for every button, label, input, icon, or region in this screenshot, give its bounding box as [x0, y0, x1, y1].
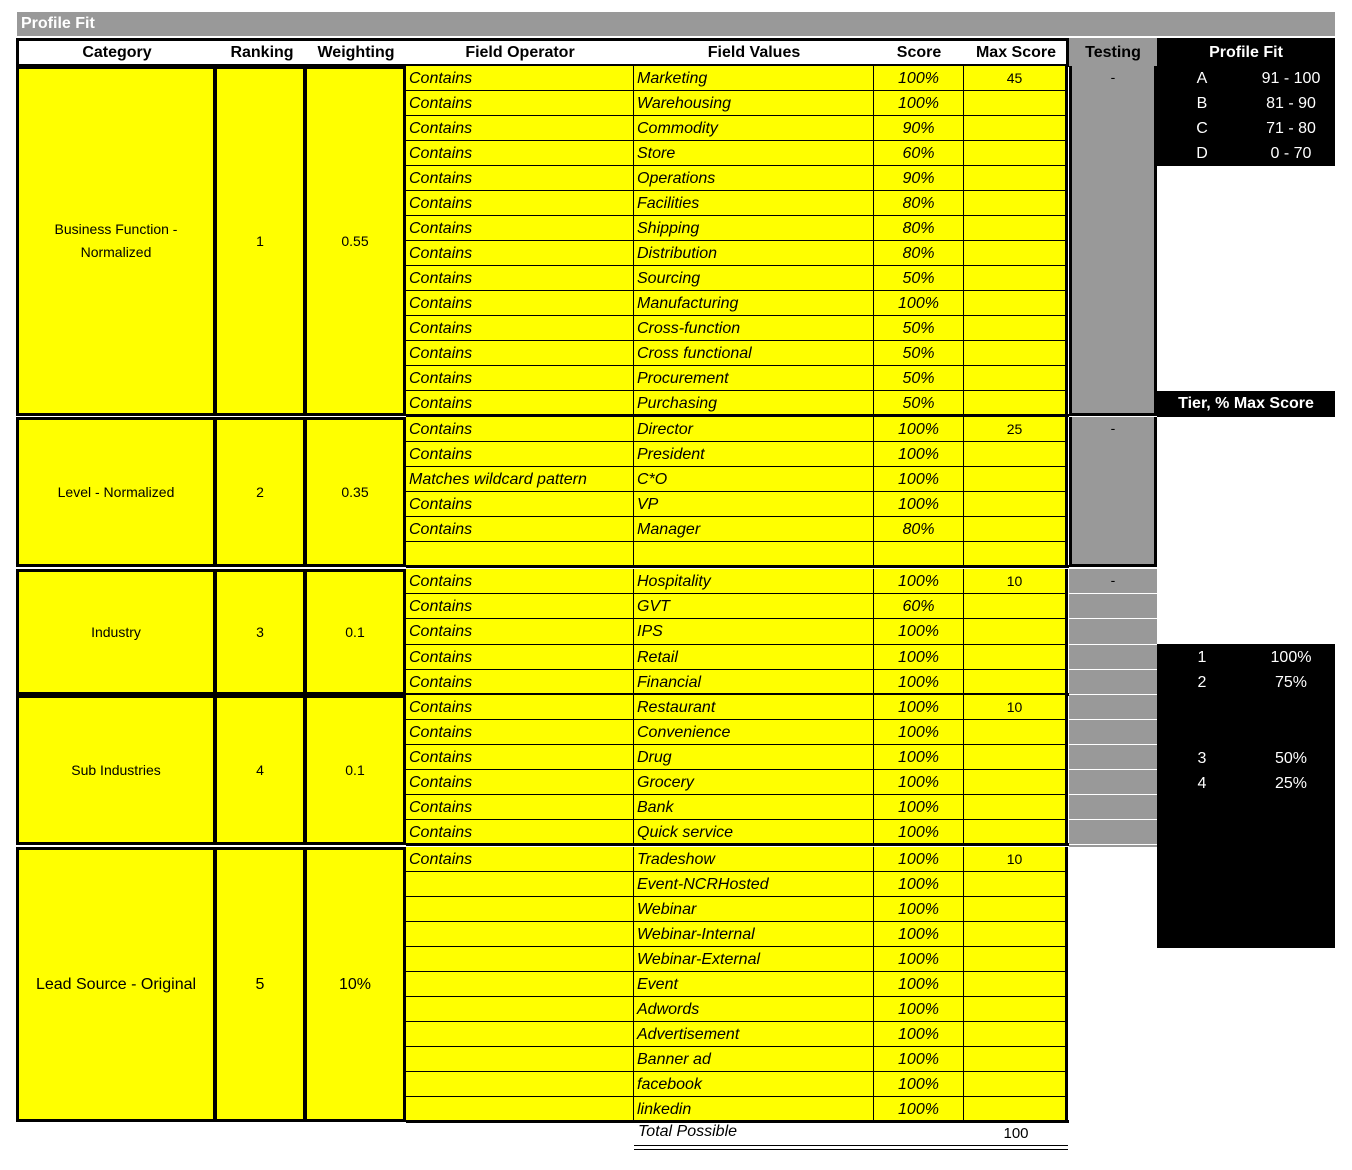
field-operator-cell: [406, 897, 634, 922]
field-operator-cell: Contains: [406, 820, 634, 845]
field-operator-cell: [406, 1097, 634, 1122]
tier-percent: 75%: [1274, 674, 1308, 691]
tier-percent: 100%: [1270, 649, 1312, 666]
score-cell: 100%: [874, 645, 964, 670]
field-value-cell: Hospitality: [634, 569, 874, 594]
total-underline-1: [634, 1145, 1068, 1146]
category-label-line: Industry: [91, 623, 141, 640]
max-score-cell: [964, 1097, 1068, 1122]
grade-range: 0 - 70: [1270, 145, 1312, 162]
field-value-cell: Banner ad: [634, 1047, 874, 1072]
testing-row-divider: [1069, 719, 1157, 720]
max-score-cell: [964, 316, 1068, 341]
score-cell: 100%: [874, 569, 964, 594]
score-cell: 100%: [874, 997, 964, 1022]
score-cell: 100%: [874, 847, 964, 872]
max-score-cell: [964, 492, 1068, 517]
testing-row-divider: [1069, 618, 1157, 619]
profile-fit-title: Profile Fit: [1209, 44, 1283, 61]
field-operator-cell: Contains: [406, 316, 634, 341]
max-score-cell: [964, 820, 1068, 845]
field-operator-cell: [406, 872, 634, 897]
field-value-cell: Financial: [634, 670, 874, 695]
testing-row-divider: [1069, 819, 1157, 820]
field-operator-cell: Contains: [406, 720, 634, 745]
testing-row-divider: [1069, 644, 1157, 645]
score-cell: 100%: [874, 1072, 964, 1097]
header-testing: Testing: [1069, 38, 1157, 67]
grade-letter: C: [1196, 120, 1208, 137]
score-cell: 100%: [874, 66, 964, 91]
field-value-cell: Manager: [634, 517, 874, 542]
category-cell: [16, 847, 216, 1122]
score-cell: 100%: [874, 947, 964, 972]
field-operator-cell: Contains: [406, 645, 634, 670]
max-score-cell: [964, 166, 1068, 191]
tier-number: 1: [1197, 649, 1207, 666]
field-value-cell: Cross-function: [634, 316, 874, 341]
field-operator-cell: Contains: [406, 116, 634, 141]
field-value-cell: Sourcing: [634, 266, 874, 291]
field-value-cell: Operations: [634, 166, 874, 191]
header-max-score: Max Score: [975, 44, 1057, 61]
weighting-cell: 0.35: [304, 417, 406, 567]
field-value-cell: Procurement: [634, 366, 874, 391]
field-operator-cell: Contains: [406, 569, 634, 594]
score-cell: 100%: [874, 745, 964, 770]
field-value-cell: Bank: [634, 795, 874, 820]
total-label: Total Possible: [638, 1123, 738, 1140]
max-score-cell: [964, 997, 1068, 1022]
field-operator-cell: Contains: [406, 366, 634, 391]
group-divider: [406, 843, 1069, 846]
max-score-cell: 25: [964, 417, 1068, 442]
max-score-cell: 10: [964, 695, 1068, 720]
score-cell: 100%: [874, 467, 964, 492]
max-score-cell: [964, 897, 1068, 922]
field-value-cell: GVT: [634, 594, 874, 619]
field-operator-cell: Contains: [406, 216, 634, 241]
field-value-cell: Quick service: [634, 820, 874, 845]
max-score-cell: [964, 922, 1068, 947]
field-value-cell: President: [634, 442, 874, 467]
testing-row-divider: [1069, 669, 1157, 670]
score-cell: 80%: [874, 216, 964, 241]
max-score-cell: 45: [964, 66, 1068, 91]
category-label-line: Lead Source - Original: [35, 976, 197, 993]
testing-row-divider: [1069, 769, 1157, 770]
score-cell: 50%: [874, 316, 964, 341]
score-cell: 80%: [874, 241, 964, 266]
sheet-title: Profile Fit: [17, 12, 1335, 36]
max-score-cell: [964, 872, 1068, 897]
category-label-line: Sub Industries: [71, 761, 161, 778]
ranking-cell: 1: [214, 66, 306, 416]
testing-row-divider: [1069, 593, 1157, 594]
testing-row-divider: [1069, 744, 1157, 745]
max-score-cell: [964, 391, 1068, 416]
max-score-cell: [964, 720, 1068, 745]
field-operator-cell: Contains: [406, 341, 634, 366]
testing-cell: [1069, 695, 1157, 847]
field-value-cell: Cross functional: [634, 341, 874, 366]
score-cell: 100%: [874, 820, 964, 845]
score-cell: 50%: [874, 266, 964, 291]
field-operator-cell: Contains: [406, 695, 634, 720]
field-operator-cell: [406, 947, 634, 972]
max-score-cell: [964, 442, 1068, 467]
score-cell: 60%: [874, 594, 964, 619]
tier-title: Tier, % Max Score: [1157, 391, 1335, 417]
score-cell: 90%: [874, 166, 964, 191]
score-cell: 100%: [874, 872, 964, 897]
field-operator-cell: Contains: [406, 191, 634, 216]
ranking-cell: 4: [214, 695, 306, 845]
field-operator-cell: Contains: [406, 594, 634, 619]
score-cell: 100%: [874, 770, 964, 795]
grade-range: 71 - 80: [1266, 120, 1316, 137]
field-value-cell: linkedin: [634, 1097, 874, 1122]
field-value-cell: Facilities: [634, 191, 874, 216]
field-operator-cell: Contains: [406, 517, 634, 542]
max-score-cell: [964, 645, 1068, 670]
field-operator-cell: [406, 972, 634, 997]
ranking-cell: 2: [214, 417, 306, 567]
testing-row-divider: [1069, 844, 1157, 845]
field-operator-cell: Contains: [406, 492, 634, 517]
score-cell: 80%: [874, 191, 964, 216]
weighting-cell: 10%: [304, 847, 406, 1122]
field-operator-cell: Contains: [406, 241, 634, 266]
field-value-cell: Restaurant: [634, 695, 874, 720]
field-operator-cell: Contains: [406, 770, 634, 795]
score-cell: 100%: [874, 1047, 964, 1072]
score-cell: 50%: [874, 341, 964, 366]
testing-cell: -: [1069, 66, 1157, 416]
score-cell: 100%: [874, 897, 964, 922]
score-cell: 80%: [874, 517, 964, 542]
field-value-cell: [634, 542, 874, 567]
header-score: Score: [896, 44, 942, 61]
field-value-cell: facebook: [634, 1072, 874, 1097]
field-operator-cell: [406, 1072, 634, 1097]
score-cell: 100%: [874, 695, 964, 720]
score-cell: 100%: [874, 492, 964, 517]
header-weighting: Weighting: [317, 44, 395, 61]
field-operator-cell: [406, 997, 634, 1022]
score-cell: 100%: [874, 417, 964, 442]
field-value-cell: Webinar: [634, 897, 874, 922]
weighting-cell: 0.55: [304, 66, 406, 416]
field-operator-cell: [406, 1047, 634, 1072]
score-cell: 100%: [874, 442, 964, 467]
max-score-cell: [964, 266, 1068, 291]
max-score-cell: [964, 1022, 1068, 1047]
grade-letter: D: [1196, 145, 1208, 162]
max-score-cell: [964, 341, 1068, 366]
score-cell: 100%: [874, 720, 964, 745]
testing-cell: -: [1069, 569, 1157, 695]
field-value-cell: Drug: [634, 745, 874, 770]
max-score-cell: [964, 366, 1068, 391]
field-operator-cell: [406, 1022, 634, 1047]
header-field-operator: Field Operator: [465, 44, 575, 61]
category-label-line: Level - Normalized: [57, 483, 175, 500]
score-cell: [874, 542, 964, 567]
max-score-cell: [964, 141, 1068, 166]
header-ranking: Ranking: [230, 44, 294, 61]
tier-percent: 50%: [1274, 750, 1308, 767]
score-cell: 100%: [874, 795, 964, 820]
score-cell: 50%: [874, 366, 964, 391]
field-value-cell: Shipping: [634, 216, 874, 241]
field-value-cell: Store: [634, 141, 874, 166]
max-score-cell: [964, 770, 1068, 795]
score-cell: 100%: [874, 922, 964, 947]
max-score-cell: [964, 972, 1068, 997]
max-score-cell: [964, 191, 1068, 216]
category-cell: [16, 417, 216, 567]
field-value-cell: Manufacturing: [634, 291, 874, 316]
field-operator-cell: Contains: [406, 670, 634, 695]
field-operator-cell: Contains: [406, 391, 634, 416]
field-value-cell: Event: [634, 972, 874, 997]
field-value-cell: Distribution: [634, 241, 874, 266]
group-divider: [406, 565, 1069, 568]
field-operator-cell: Contains: [406, 166, 634, 191]
max-score-cell: [964, 745, 1068, 770]
grade-letter: A: [1196, 70, 1208, 87]
tier-percent: 25%: [1274, 775, 1308, 792]
field-operator-cell: Contains: [406, 795, 634, 820]
field-value-cell: Grocery: [634, 770, 874, 795]
category-cell: [16, 66, 216, 416]
grade-range: 91 - 100: [1261, 70, 1321, 87]
ranking-cell: 3: [214, 569, 306, 695]
score-cell: 100%: [874, 291, 964, 316]
field-operator-cell: [406, 922, 634, 947]
ranking-cell: 5: [214, 847, 306, 1122]
field-operator-cell: Contains: [406, 266, 634, 291]
score-cell: 100%: [874, 619, 964, 644]
field-value-cell: C*O: [634, 467, 874, 492]
max-score-cell: [964, 241, 1068, 266]
max-score-cell: [964, 116, 1068, 141]
score-cell: 100%: [874, 1097, 964, 1122]
field-operator-cell: Contains: [406, 291, 634, 316]
category-label-line: Business Function -: [54, 221, 178, 237]
field-value-cell: Marketing: [634, 66, 874, 91]
field-value-cell: Event-NCRHosted: [634, 872, 874, 897]
field-value-cell: Webinar-Internal: [634, 922, 874, 947]
score-cell: 50%: [874, 391, 964, 416]
score-cell: 60%: [874, 141, 964, 166]
score-cell: 100%: [874, 91, 964, 116]
header-field-values: Field Values: [707, 44, 801, 61]
field-operator-cell: Matches wildcard pattern: [406, 467, 634, 492]
field-operator-cell: Contains: [406, 141, 634, 166]
header-category: Category: [82, 44, 152, 61]
score-cell: 100%: [874, 972, 964, 997]
field-value-cell: Adwords: [634, 997, 874, 1022]
category-cell: [16, 569, 216, 695]
testing-cell: -: [1069, 417, 1157, 567]
field-value-cell: Advertisement: [634, 1022, 874, 1047]
max-score-cell: [964, 467, 1068, 492]
max-score-cell: [964, 619, 1068, 644]
total-value: 100: [1003, 1125, 1029, 1142]
category-cell: [16, 695, 216, 845]
field-value-cell: Tradeshow: [634, 847, 874, 872]
testing-row-divider: [1069, 794, 1157, 795]
score-cell: 90%: [874, 116, 964, 141]
score-cell: 100%: [874, 670, 964, 695]
field-operator-cell: Contains: [406, 91, 634, 116]
max-score-cell: [964, 91, 1068, 116]
max-score-cell: [964, 517, 1068, 542]
total-underline-2: [634, 1149, 1068, 1150]
field-value-cell: Purchasing: [634, 391, 874, 416]
field-operator-cell: Contains: [406, 417, 634, 442]
field-operator-cell: Contains: [406, 745, 634, 770]
score-cell: 100%: [874, 1022, 964, 1047]
grade-letter: B: [1196, 95, 1208, 112]
field-value-cell: Commodity: [634, 116, 874, 141]
weighting-cell: 0.1: [304, 695, 406, 845]
field-value-cell: IPS: [634, 619, 874, 644]
max-score-cell: [964, 670, 1068, 695]
field-value-cell: Convenience: [634, 720, 874, 745]
max-score-cell: [964, 947, 1068, 972]
field-value-cell: Webinar-External: [634, 947, 874, 972]
tier-number: 2: [1197, 674, 1207, 691]
max-score-cell: [964, 795, 1068, 820]
field-operator-cell: Contains: [406, 442, 634, 467]
field-value-cell: Retail: [634, 645, 874, 670]
max-score-cell: [964, 291, 1068, 316]
max-score-cell: [964, 1072, 1068, 1097]
field-value-cell: Warehousing: [634, 91, 874, 116]
max-score-cell: [964, 1047, 1068, 1072]
field-operator-cell: [406, 542, 634, 567]
max-score-cell: 10: [964, 847, 1068, 872]
max-score-cell: 10: [964, 569, 1068, 594]
tier-number: 4: [1197, 775, 1207, 792]
field-value-cell: VP: [634, 492, 874, 517]
tier-number: 3: [1197, 750, 1207, 767]
field-operator-cell: Contains: [406, 847, 634, 872]
max-score-cell: [964, 542, 1068, 567]
max-score-cell: [964, 594, 1068, 619]
field-operator-cell: Contains: [406, 619, 634, 644]
grade-range: 81 - 90: [1266, 95, 1316, 112]
field-value-cell: Director: [634, 417, 874, 442]
max-score-cell: [964, 216, 1068, 241]
field-operator-cell: Contains: [406, 66, 634, 91]
category-label-line: Normalized: [80, 244, 152, 260]
weighting-cell: 0.1: [304, 569, 406, 695]
